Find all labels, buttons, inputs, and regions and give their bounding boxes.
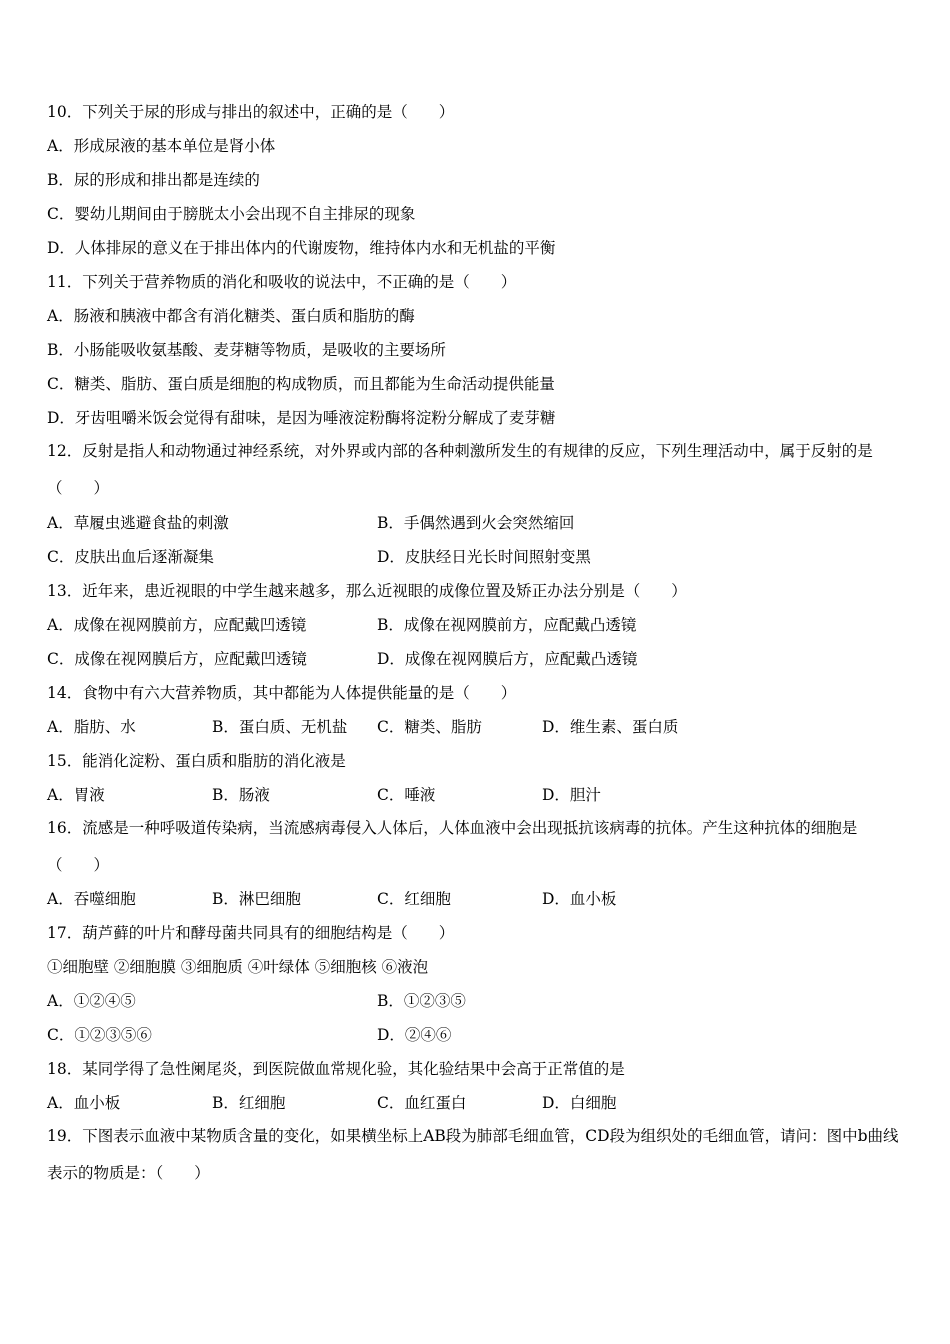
question-12-option-b: B．手偶然遇到火会突然缩回 — [377, 514, 575, 532]
question-18-option-d: D．白细胞 — [542, 1094, 617, 1112]
question-13-stem: 13．近年来，患近视眼的中学生越来越多，那么近视眼的成像位置及矫正办法分别是（ ） — [47, 582, 687, 600]
question-18-stem: 18．某同学得了急性阑尾炎，到医院做血常规化验，其化验结果中会高于正常值的是 — [47, 1060, 625, 1078]
question-12-option-a: A．草履虫逃避食盐的刺激 — [47, 514, 229, 532]
question-14-option-b: B．蛋白质、无机盐 — [212, 718, 348, 736]
question-16-stem: 16．流感是一种呼吸道传染病，当流感病毒侵入人体后，人体血液中会出现抵抗该病毒的抗体。产生这种抗体的细胞是 （ ） — [47, 819, 858, 874]
question-16-option-c: C．红细胞 — [377, 890, 451, 908]
question-10-option-b: B．尿的形成和排出都是连续的 — [47, 171, 260, 189]
question-15-option-c: C．唾液 — [377, 786, 436, 804]
question-11-stem: 11．下列关于营养物质的消化和吸收的说法中，不正确的是（ ） — [47, 273, 517, 291]
question-11-option-d: D．牙齿咀嚼米饭会觉得有甜味，是因为唾液淀粉酶将淀粉分解成了麦芽糖 — [47, 409, 556, 427]
question-18-option-b: B．红细胞 — [212, 1094, 286, 1112]
question-15-option-b: B．肠液 — [212, 786, 270, 804]
question-15-option-a: A．胃液 — [47, 786, 105, 804]
question-10-option-d: D．人体排尿的意义在于排出体内的代谢废物，维持体内水和无机盐的平衡 — [47, 239, 556, 257]
question-10-option-c: C．婴幼儿期间由于膀胱太小会出现不自主排尿的现象 — [47, 205, 416, 223]
question-16-option-d: D．血小板 — [542, 890, 617, 908]
question-10-option-a: A．形成尿液的基本单位是肾小体 — [47, 137, 276, 155]
question-12-option-c: C．皮肤出血后逐渐凝集 — [47, 548, 214, 566]
question-11-option-c: C．糖类、脂肪、蛋白质是细胞的构成物质，而且都能为生命活动提供能量 — [47, 375, 555, 393]
question-14-option-a: A．脂肪、水 — [47, 718, 136, 736]
question-13-option-c: C．成像在视网膜后方，应配戴凹透镜 — [47, 650, 307, 668]
question-17-option-d: D．②④⑥ — [377, 1026, 452, 1044]
question-12-stem: 12．反射是指人和动物通过神经系统，对外界或内部的各种刺激所发生的有规律的反应，下列生理活动中，属于反射的是（ ） — [47, 442, 873, 497]
question-12-option-d: D．皮肤经日光长时间照射变黑 — [377, 548, 591, 566]
question-18-option-c: C．血红蛋白 — [377, 1094, 467, 1112]
question-11-option-a: A．肠液和胰液中都含有消化糖类、蛋白质和脂肪的酶 — [47, 307, 415, 325]
question-17-items: ①细胞壁 ②细胞膜 ③细胞质 ④叶绿体 ⑤细胞核 ⑥液泡 — [47, 958, 429, 976]
question-15-stem: 15．能消化淀粉、蛋白质和脂肪的消化液是 — [47, 752, 346, 770]
question-16-option-b: B．淋巴细胞 — [212, 890, 301, 908]
question-13-option-a: A．成像在视网膜前方，应配戴凹透镜 — [47, 616, 307, 634]
question-14-stem: 14．食物中有六大营养物质，其中都能为人体提供能量的是（ ） — [47, 684, 517, 702]
question-17-option-b: B．①②③⑤ — [377, 992, 466, 1010]
question-15-option-d: D．胆汁 — [542, 786, 601, 804]
question-11-option-b: B．小肠能吸收氨基酸、麦芽糖等物质，是吸收的主要场所 — [47, 341, 446, 359]
question-14-option-d: D．维生素、蛋白质 — [542, 718, 679, 736]
question-14-option-c: C．糖类、脂肪 — [377, 718, 482, 736]
question-13-option-b: B．成像在视网膜前方，应配戴凸透镜 — [377, 616, 637, 634]
question-19-stem: 19．下图表示血液中某物质含量的变化，如果横坐标上AB段为肺部毛细血管，CD段为组织处的毛细血管，请问：图中b曲线表示的物质是：（ ） — [47, 1127, 899, 1182]
question-18-option-a: A．血小板 — [47, 1094, 121, 1112]
question-17-option-c: C．①②③⑤⑥ — [47, 1026, 152, 1044]
question-17-stem: 17．葫芦藓的叶片和酵母菌共同具有的细胞结构是（ ） — [47, 924, 455, 942]
question-13-option-d: D．成像在视网膜后方，应配戴凸透镜 — [377, 650, 638, 668]
question-17-option-a: A．①②④⑤ — [47, 992, 136, 1010]
question-16-option-a: A．吞噬细胞 — [47, 890, 136, 908]
question-10-stem: 10．下列关于尿的形成与排出的叙述中，正确的是（ ） — [47, 103, 455, 121]
